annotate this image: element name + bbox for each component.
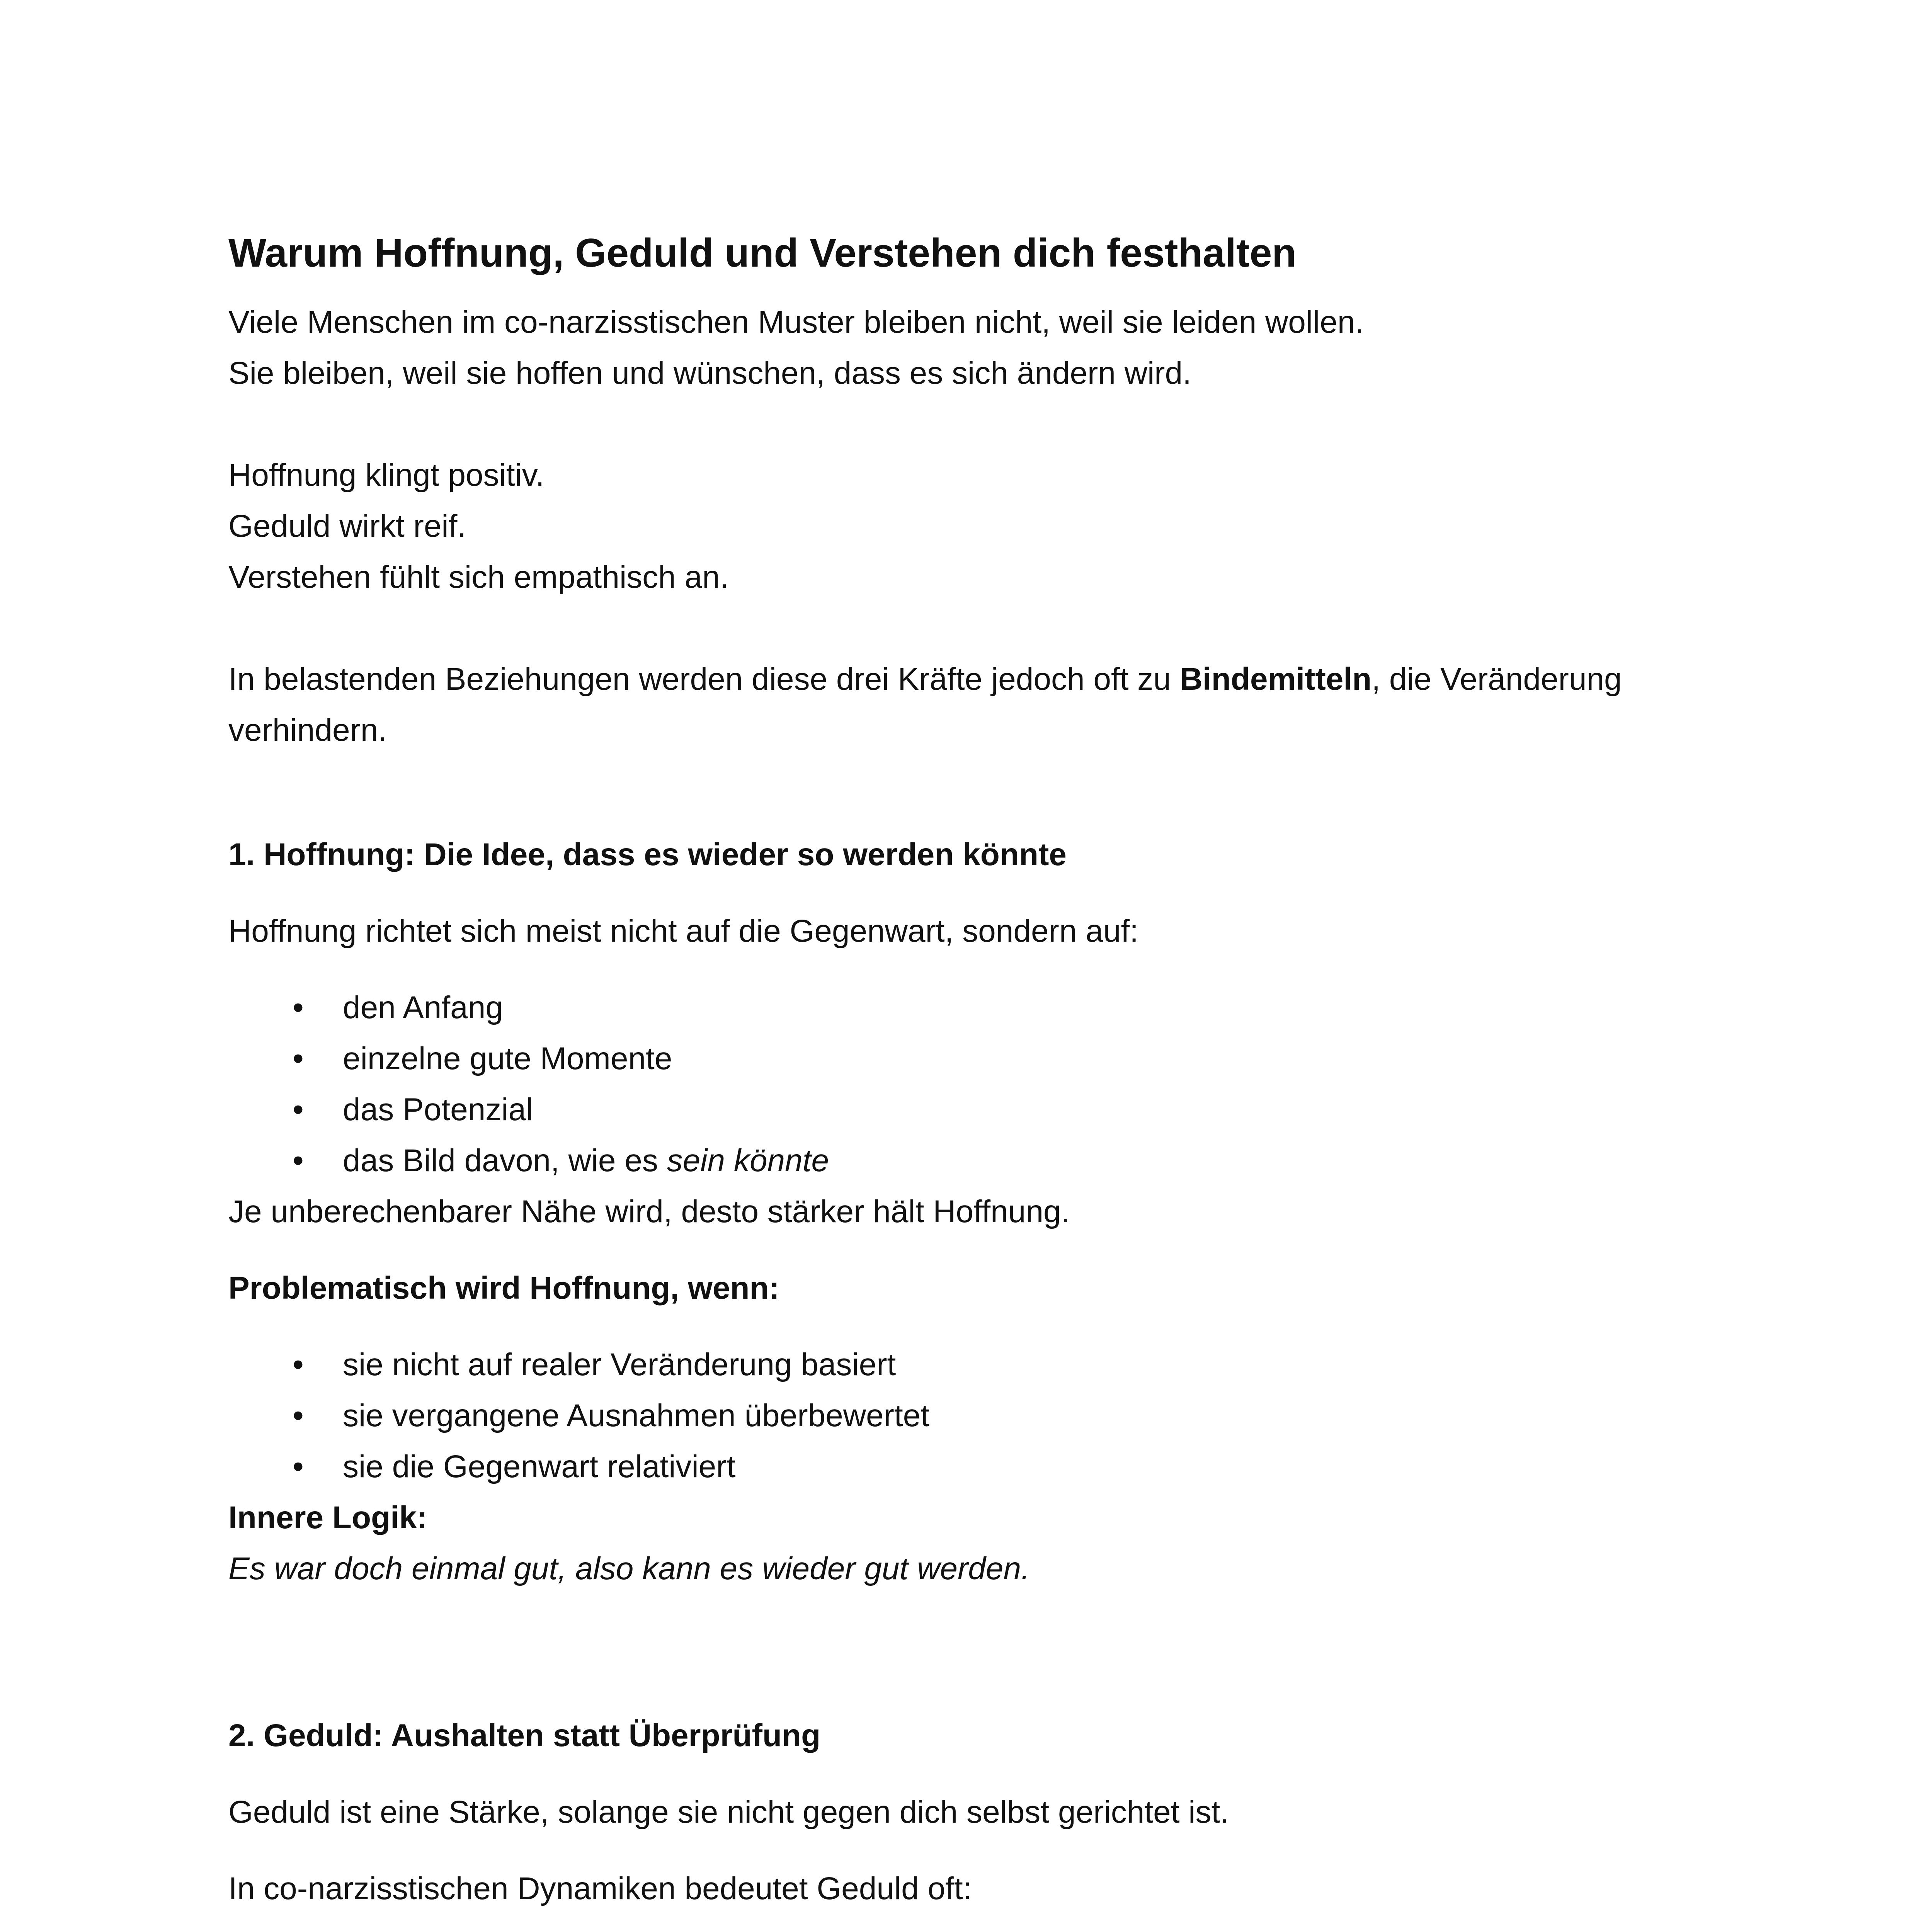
qualities-line-1: Hoffnung klingt positiv. — [228, 457, 545, 493]
section-1-heading: 1. Hoffnung: Die Idee, dass es wieder so werden könnte — [228, 837, 1067, 872]
page-heading: Warum Hoffnung, Geduld und Verstehen dich festhalten — [228, 231, 1297, 276]
section-1-closing: Je unberechenbarer Nähe wird, desto stärker hält Hoffnung. — [228, 1194, 1070, 1229]
binding-bold-term: Bindemitteln — [1179, 662, 1372, 697]
qualities-line-2: Geduld wirkt reif. — [228, 509, 466, 544]
list-item-text: den Anfang — [343, 990, 503, 1025]
list-item-text: das Potenzial — [343, 1092, 533, 1127]
list-item — [228, 1084, 1681, 1135]
qualities-line-3: Verstehen fühlt sich empathisch an. — [228, 560, 729, 595]
binding-paragraph — [228, 654, 1681, 756]
page-content — [228, 228, 1681, 1932]
list-item-text: sie die Gegenwart relativiert — [343, 1449, 736, 1484]
section-2-heading: 2. Geduld: Aushalten statt Überprüfung — [228, 1718, 821, 1753]
section-2-lead-1: Geduld ist eine Stärke, solange sie nicht gegen dich selbst gerichtet ist. — [228, 1794, 1229, 1830]
list-item — [228, 1135, 1681, 1186]
bullet-icon: • — [293, 990, 304, 1025]
section-1-list — [228, 982, 1681, 1186]
section-1-logic-text: Es war doch einmal gut, also kann es wieder gut werden. — [228, 1551, 1030, 1586]
bullet-icon: • — [293, 1449, 304, 1484]
intro-line-1: Viele Menschen im co-narzisstischen Muster bleiben nicht, weil sie leiden wollen. — [228, 304, 1364, 340]
list-item — [228, 1390, 1681, 1441]
section-1-lead: Hoffnung richtet sich meist nicht auf die Gegenwart, sondern auf: — [228, 913, 1139, 949]
list-item-text: sie vergangene Ausnahmen überbewertet — [343, 1398, 930, 1433]
section-2-lead-2: In co-narzisstischen Dynamiken bedeutet Geduld oft: — [228, 1871, 972, 1906]
section-1-problem-list — [228, 1339, 1681, 1492]
section-1-problem-heading: Problematisch wird Hoffnung, wenn: — [228, 1270, 779, 1306]
list-item — [228, 1033, 1681, 1084]
binding-text-after: , die Veränderung verhindern. — [228, 662, 1622, 748]
list-item-text: das Bild davon, wie es — [343, 1143, 667, 1178]
bullet-icon: • — [293, 1143, 304, 1178]
list-item — [228, 1441, 1681, 1492]
list-item-italic-text: sein könnte — [667, 1143, 829, 1178]
binding-text-before: In belastenden Beziehungen werden diese drei Kräfte jedoch oft zu — [228, 662, 1180, 697]
list-item-text: einzelne gute Momente — [343, 1041, 672, 1076]
bullet-icon: • — [293, 1041, 304, 1076]
intro-line-2: Sie bleiben, weil sie hoffen und wünschen, dass es sich ändern wird. — [228, 355, 1191, 391]
bullet-icon: • — [293, 1347, 304, 1382]
bullet-icon: • — [293, 1092, 304, 1127]
bullet-icon: • — [293, 1398, 304, 1433]
list-item — [228, 982, 1681, 1033]
list-item — [228, 1339, 1681, 1390]
list-item-text: sie nicht auf realer Veränderung basiert — [343, 1347, 896, 1382]
section-1-logic-label: Innere Logik: — [228, 1500, 427, 1535]
